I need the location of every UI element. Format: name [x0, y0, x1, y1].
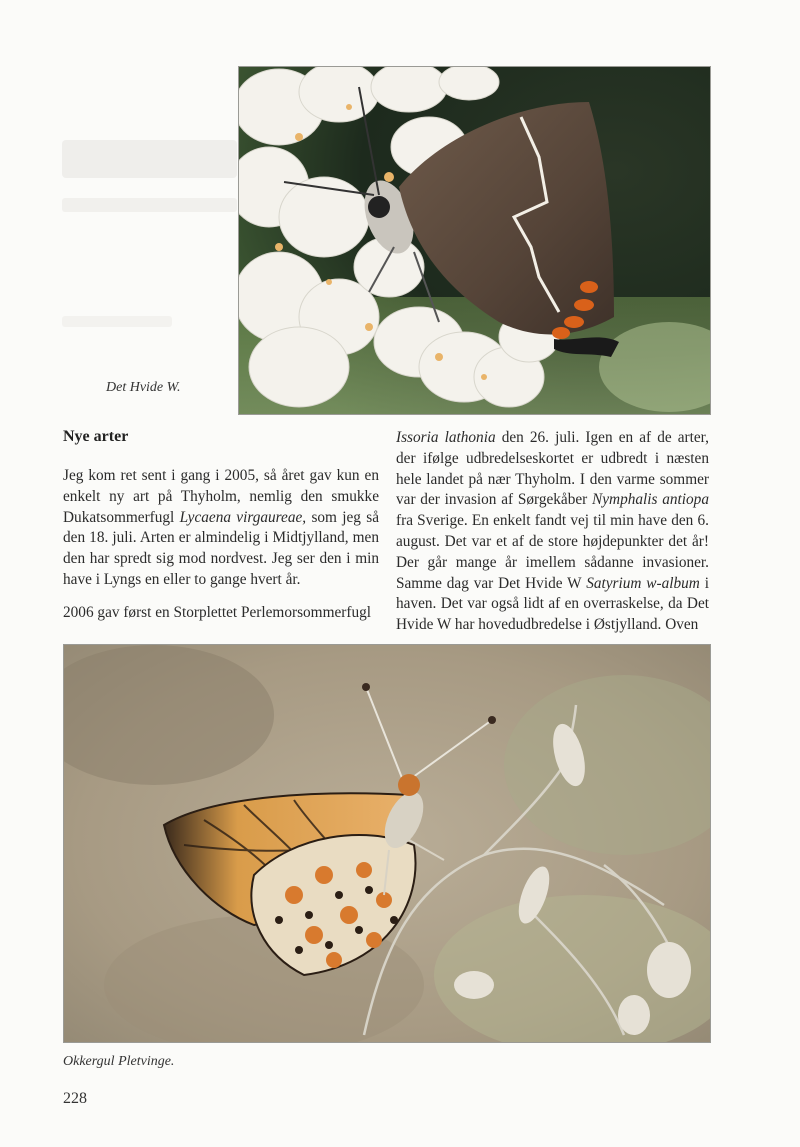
- species-lycaena: Lycaena virgaureae,: [179, 508, 307, 526]
- species-satyrium: Satyrium w-album: [586, 574, 700, 592]
- section-heading: Nye arter: [63, 428, 129, 445]
- photo-white-letter-hairstreak: [238, 66, 711, 415]
- species-issoria: Issoria lathonia: [396, 429, 496, 446]
- right-column: [396, 428, 709, 648]
- photo-top-caption: Det Hvide W.: [106, 380, 181, 395]
- left-p1-text-b: som jeg så den 18. juli. Arten er almindelig i Midtjylland, men den har spredt sig mod nordvest. Jeg ser den i min have i Lyngs en eller to gange hvert år.: [63, 508, 379, 588]
- bleed-through-decoration-3: [62, 316, 172, 327]
- hairstreak-illustration: [239, 67, 710, 414]
- left-p1-text-a: Jeg kom ret sent i gang i 2005, så året gav kun en enkelt ny art på Thyholm, nemlig den smukke Dukatsommerfugl: [63, 467, 379, 526]
- left-paragraph-2: 2006 gav først en Storplettet Perlemorsommerfugl: [63, 603, 371, 621]
- right-text-c: i haven. Det var også lidt af en overraskelse, da Det Hvide W har hovedudbredelse i Østjylland. Oven: [396, 574, 709, 634]
- species-nymphalis: Nymphalis antiopa: [592, 491, 709, 509]
- fritillary-illustration: [64, 645, 710, 1042]
- page-number: 228: [63, 1090, 87, 1107]
- left-paragraph-1: [63, 466, 379, 591]
- photo-bottom-caption: Okkergul Pletvinge.: [63, 1054, 175, 1069]
- bleed-through-decoration-2: [62, 198, 237, 212]
- photo-glanville-fritillary: [63, 644, 711, 1043]
- right-text-b: fra Sverige. En enkelt fandt vej til min have den 6. august. Det var et af de store højdepunkter det år! Der går mange år imellem sådanne invasioner. Samme dag var Det Hvide W: [396, 512, 709, 592]
- left-column: [63, 466, 379, 636]
- right-text-a: den 26. juli. Igen en af de arter, der ifølge udbredelseskortet er udbredt i næsten hele landet på nær Thyholm. I den varme sommer var der invasion af Sørgekåber: [396, 429, 709, 509]
- right-paragraph: [396, 428, 709, 636]
- bleed-through-decoration: [62, 140, 237, 178]
